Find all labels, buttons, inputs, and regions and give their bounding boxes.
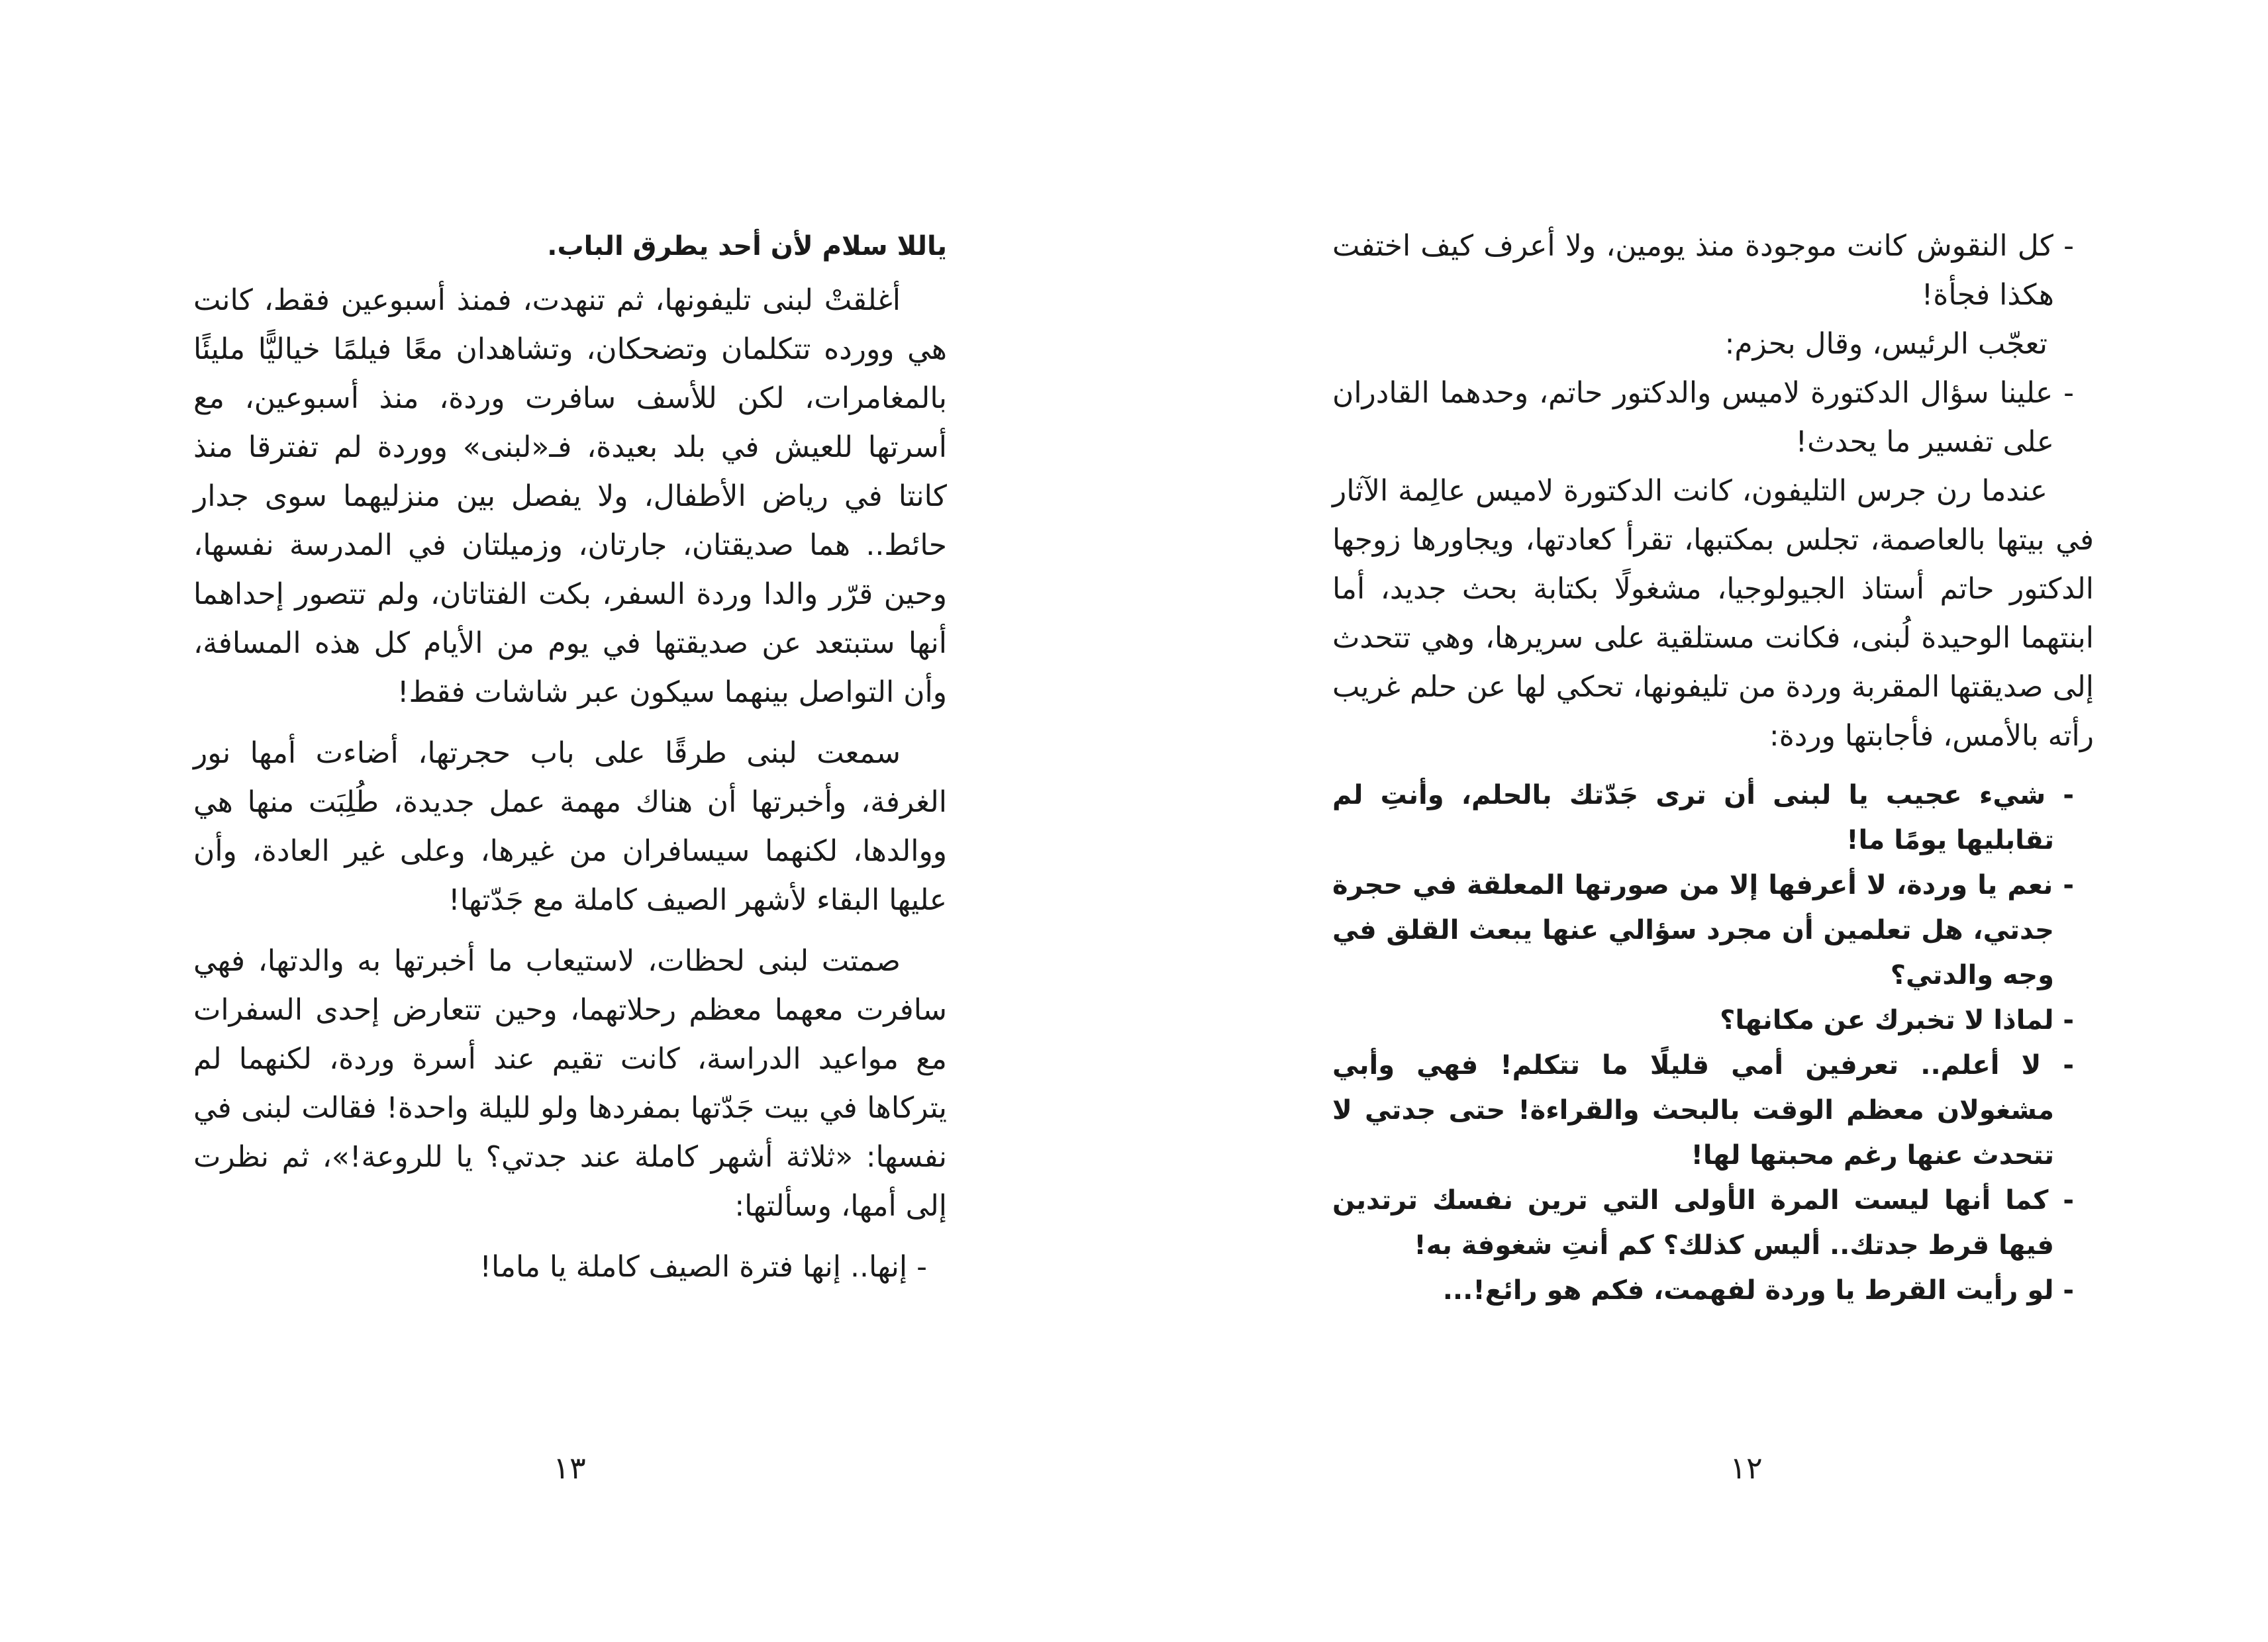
dialog-line: - علينا سؤال الدكتورة لاميس والدكتور حاتم، وحدهما القادران على تفسير ما يحدث! [1332,376,2074,459]
bold-dialog-line: - لماذا لا تخبرك عن مكانها؟ [1720,1005,2074,1036]
page-number: ١٣ [553,1450,586,1486]
bold-dialog-line: - لا أعلم.. تعرفين أمي قليلًا ما تتكلم! فهي وأبي مشغولان معظم الوقت بالبحث والقراءة! حتى جدتي لا تتحدث عنها رغم محبتها لها! [1332,1050,2074,1171]
paragraph: صمتت لبنى لحظات، لاستيعاب ما أخبرتها به والدتها، فهي سافرت معهما معظم رحلاتهما، وحين تتعارض إحدى السفرات مع مواعيد الدراسة، كانت تقيم عند أسرة وردة، لكنهما لم يتركاها في بيت جَدّتها بمفردها ولو لليلة واحدة! فقالت لبنى في نفسها: «ثلاثة أشهر كاملة عند جدتي؟ يا للروعة!»، ثم نظرت إلى أمها، وسألتها: [193,944,947,1223]
narration-line: تعجّب الرئيس، وقال بحزم: [1724,327,2047,361]
dialog-line: - كل النقوش كانت موجودة منذ يومين، ولا أعرف كيف اختفت هكذا فجأة! [1332,229,2074,312]
dialog-line: - إنها.. إنها فترة الصيف كاملة يا ماما! [479,1250,927,1284]
bold-dialog-line: - كما أنها ليست المرة الأولى التي ترين نفسك ترتدين فيها قرط جدتك.. أليس كذلك؟ كم أنتِ شغوفة به! [1332,1185,2074,1261]
bold-dialog-line: - نعم يا وردة، لا أعرفها إلا من صورتها المعلقة في حجرة جدتي، هل تعلمين أن مجرد سؤالي عنها يبعث القلق في وجه والدتي؟ [1332,870,2074,990]
paragraph: سمعت لبنى طرقًا على باب حجرتها، أضاءت أمها نور الغرفة، وأخبرتها أن هناك مهمة عمل جديدة، طُلِبَت منها هي ووالدها، لكنهما سيسافران من غيرها، وعلى غير العادة، وأن عليها البقاء لأشهر الصيف كاملة مع جَدّتها! [193,736,947,917]
paragraph: أغلقتْ لبنى تليفونها، ثم تنهدت، فمنذ أسبوعين فقط، كانت هي وورده تتكلمان وتضحكان، وتشاهدان معًا فيلمًا خياليًّا مليئًا بالمغامرات، لكن للأسف سافرت وردة، منذ أسبوعين، مع أسرتها للعيش في بلد بعيدة، فـ«لبنى» ووردة لم تفترقا منذ كانتا في رياض الأطفال، ولا يفصل بين منزليهما سوى جدار حائط.. هما صديقتان، جارتان، وزميلتان في المدرسة نفسها، وحين قرّر والدا وردة السفر، بكت الفتاتان، ولم تتصور إحداهما أنها ستبتعد عن صديقتها في يوم من الأيام كل هذه المسافة، وأن التواصل بينهما سيكون عبر شاشات فقط! [193,283,947,709]
bold-dialog-line: - شيء عجيب يا لبنى أن ترى جَدّتك بالحلم، وأنتِ لم تقابليها يومًا ما! [1332,780,2074,855]
right-page-text [1332,222,2094,1313]
bold-dialog-block [1332,773,2094,1313]
left-page-text [193,222,947,1292]
bold-dialog-line: - لو رأيت القرط يا وردة لفهمت، فكم هو رائع!... [1442,1275,2074,1306]
right-page [1134,0,2268,1642]
opening-line: ياللا سلام لأن أحد يطرق الباب. [547,231,947,262]
paragraph: عندما رن جرس التليفون، كانت الدكتورة لاميس عالِمة الآثار في بيتها بالعاصمة، تجلس بمكتبها، تقرأ كعادتها، ويجاورها زوجها الدكتور حاتم أستاذ الجيولوجيا، مشغولًا بكتابة بحث جديد، أما ابنتهما الوحيدة لُبنى، فكانت مستلقية على سريرها، وهي تتحدث إلى صديقتها المقربة وردة من تليفونها، تحكي لها عن حلم غريب رأته بالأمس، فأجابتها وردة: [1332,474,2094,753]
page-number: ١٢ [1730,1450,1763,1486]
